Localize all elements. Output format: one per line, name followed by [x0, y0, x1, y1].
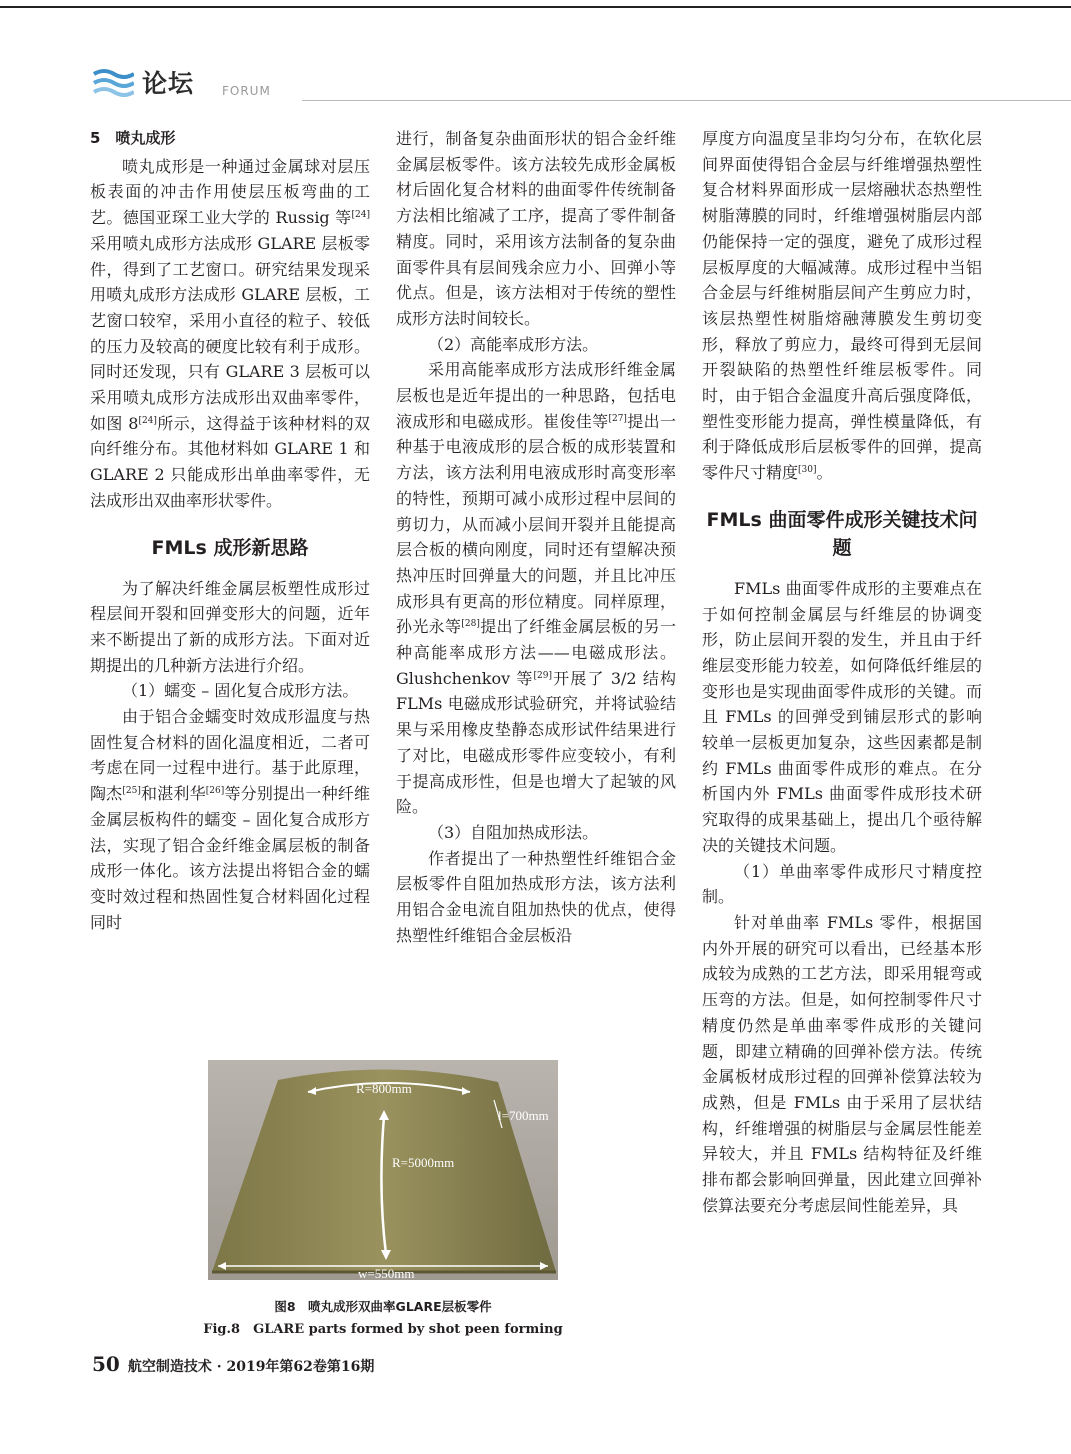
citation: [26] — [205, 786, 225, 797]
paragraph: 为了解决纤维金属层板塑性成形过程层间开裂和回弹变形大的问题，近年来不断提出了新的成形方法。下面对近期提出的几种新方法进行介绍。 — [90, 578, 370, 675]
figure-caption-en: Fig.8 GLARE parts formed by shot peen forming — [203, 1322, 563, 1337]
paragraph: 喷丸成形是一种通过金属球对层压板表面的冲击作用使层压板弯曲的工艺。德国亚琛工业大学的 Russig 等[24]采用喷丸成形方法成形 GLARE 层板零件，得到了工艺窗口。研究结果发现采用喷丸成形方法成形 GLARE 层板，工艺窗口较窄，采用小直径的粒子、较低的压力及较高的硬度比较有利于成形。同时还发现，只有 GLARE 3 层板可以采用喷丸成形方法成形出双曲率零件，如图 8[24]所示，这得益于该种材料的双向纤维分布。其他材料如 GLARE 1 和 GLARE 2 只能成形出单曲率零件，无法成形出双曲率形状零件。 — [90, 156, 370, 510]
paragraph: 进行，制备复杂曲面形状的铝合金纤维金属层板零件。该方法较先成形金属板材后固化复合材料的曲面零件传统制备方法相比缩减了工序，提高了零件制备精度。同时，采用该方法制备的复杂曲面零件具有层间残余应力小、回弹小等优点。但是，该方法相对于传统的塑性成形方法时间较长。 — [396, 129, 676, 328]
subheading: （2）高能率成形方法。 — [428, 334, 599, 354]
section-5-title: 5 喷丸成形 — [90, 129, 176, 147]
section-title: FMLs 成形新思路 — [151, 536, 309, 559]
column-2 — [396, 126, 676, 949]
logo-text: 论坛 — [142, 69, 195, 98]
page-number: 50 — [92, 1352, 120, 1376]
paragraph: 厚度方向温度呈非均匀分布，在软化层间界面使得铝合金层与纤维增强热塑性复合材料界面形成一层熔融状态热塑性树脂薄膜的同时，纤维增强树脂层内部仍能保持一定的强度，避免了成形过程层板厚度的大幅减薄。成形过程中当铝合金层与纤维树脂层间产生剪应力时，该层热塑性树脂熔融薄膜发生剪切变形，释放了剪应力，最终可得到无层间开裂缺陷的热塑性纤维层板零件。同时，由于铝合金温度升高后强度降低，塑性变形能力提高，弹性模量降低，有利于降低成形后层板零件的回弹，提高零件尺寸精度[30]。 — [702, 129, 982, 483]
label-w550: w=550mm — [358, 1266, 415, 1280]
subheading: （3）自阻加热成形法。 — [428, 822, 599, 842]
citation: [25] — [122, 786, 141, 797]
label-r5000: R=5000mm — [392, 1155, 455, 1170]
figure-photo — [208, 1060, 558, 1280]
column-3 — [702, 126, 982, 1218]
label-r800: R=800mm — [356, 1081, 412, 1096]
citation: [29] — [533, 670, 552, 681]
paragraph: FMLs 曲面零件成形的主要难点在于如何控制金属层与纤维层的协调变形，防止层间开裂的发生，并且由于纤维层变形能力较差，如何降低纤维层的变形也是实现曲面零件成形的关键。而且 FMLs 的回弹受到铺层形式的影响较单一层板更加复杂，这些因素都是制约 FMLs 曲面零件成形的难点。在分析国内外 FMLs 曲面零件成形技术研究取得的成果基础上，提出几个亟待解决的关键技术问题。 — [702, 578, 982, 855]
citation: [28] — [461, 619, 480, 630]
citation: [24] — [351, 210, 370, 221]
paragraph: 作者提出了一种热塑性纤维铝合金层板零件自阻加热成形方法，该方法利用铝合金电流自阻加热快的优点，使得热塑性纤维铝合金层板沿 — [396, 848, 676, 945]
top-rule — [0, 6, 1071, 8]
subheading: （1）蠕变 – 固化复合成形方法。 — [122, 681, 359, 701]
page-header — [92, 64, 1071, 104]
citation: [24] — [138, 415, 157, 426]
wave-logo-icon — [92, 66, 134, 100]
section-label: FORUM — [222, 84, 271, 98]
paragraph: 采用高能率成形方法成形纤维金属层板也是近年提出的一种思路，包括电液成形和电磁成形。崔俊佳等[27]提出一种基于电液成形的层合板的成形装置和方法，该方法利用电液成形时高变形率的特性，预期可减小成形过程中层间的剪切力，从而减小层间开裂并且能提高层合板的横向刚度，同时还有望解决预热冲压时回弹量大的问题，并且比冲压成形具有更高的形位精度。同样原理，孙光永等[28]提出了纤维金属层板的另一种高能率成形方法——电磁成形法。Glushchenkov 等[29]开展了 3/2 结构 FLMs 电磁成形试验研究，并将试验结果与采用橡皮垫静态成形试件结果进行了对比，电磁成形零件应变较小，有利于提高成形性，但是也增大了起皱的风险。 — [396, 360, 676, 817]
header-rule — [302, 100, 1071, 101]
journal-info: 航空制造技术 · 2019年第62卷第16期 — [127, 1359, 375, 1375]
figure-caption-cn: 图8 喷丸成形双曲率GLARE层板零件 — [274, 1299, 492, 1314]
figure-8 — [208, 1060, 558, 1280]
paragraph: 针对单曲率 FMLs 零件，根据国内外开展的研究可以看出，已经基本形成较为成熟的工艺方法，即采用辊弯或压弯的方法。但是，如何控制零件尺寸精度仍然是单曲率零件成形的关键问题，即建立精确的回弹补偿方法。传统金属板材成形过程的回弹补偿算法较为成熟，但是 FMLs 由于采用了层状结构，纤维增强的树脂层与金属层性能差异较大，并且 FMLs 结构特征及纤维排布都会影响回弹量，因此建立回弹补偿算法要充分考虑层间性能差异，具 — [702, 912, 982, 1215]
section-title: FMLs 曲面零件成形关键技术问题 — [706, 508, 978, 559]
paragraph: 由于铝合金蠕变时效成形温度与热固性复合材料的固化温度相近，二者可考虑在同一过程中进行。基于此原理，陶杰[25]和湛利华[26]等分别提出一种纤维金属层板构件的蠕变 – 固化复合成形方法，实现了铝合金纤维金属层板的制备成形一体化。该方法提出将铝合金的蠕变时效过程和热固性复合材料固化过程同时 — [90, 707, 370, 932]
subheading: （1）单曲率零件成形尺寸精度控制。 — [702, 861, 982, 907]
page-footer — [92, 1352, 374, 1376]
column-1 — [90, 126, 370, 935]
label-l700: l=700mm — [498, 1108, 549, 1123]
citation: [27] — [608, 413, 627, 424]
citation: [30] — [798, 465, 817, 476]
